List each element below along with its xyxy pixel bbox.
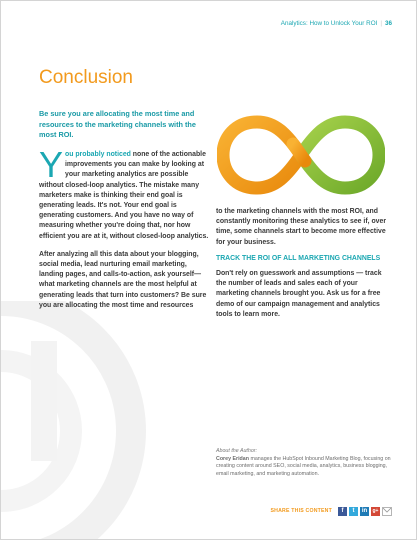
drop-cap: Y	[39, 144, 64, 185]
author-bio-text: manages the HubSpot Inbound Marketing Blog, focusing on creating content around SEO, social media, analytics, business blogging, email marketing, and marketing automation.	[216, 455, 391, 477]
page-number: 36	[384, 20, 392, 27]
section-heading: TRACK THE ROI OF ALL MARKETING CHANNELS	[216, 254, 381, 262]
author-name: Corey Eridan	[216, 455, 249, 462]
share-bar	[270, 506, 392, 516]
body-column-left	[39, 144, 209, 319]
infinity-graphic	[217, 114, 385, 196]
running-header	[281, 20, 392, 27]
section-subhead: Be sure you are allocating the most time and resources to the marketing channels with the most ROI.	[39, 109, 196, 139]
facebook-icon[interactable]: f	[338, 507, 347, 516]
header-title: Analytics: How to Unlock Your ROI	[280, 20, 378, 27]
author-bio	[216, 448, 391, 478]
share-label: SHARE THIS CONTENT	[270, 508, 332, 514]
intro-paragraph	[39, 144, 209, 242]
header-separator: |	[380, 20, 382, 27]
lead-phrase: ou probably noticed	[65, 151, 131, 158]
intro-text: none of the actionable improvements you can make by looking at your marketing analytics are possible without closed-loop analytics. The mistake many marketers make is thinking their end goal is generating leads. It's not. Your end goal is generating customers. And you have no way of measuring whether you're doing that, nor how efficient you are at it, without closed-loop analytics.	[39, 151, 209, 240]
page-title: Conclusion	[39, 67, 133, 88]
watermark-graphic	[0, 301, 161, 540]
google-plus-icon[interactable]: g+	[372, 508, 379, 514]
body-paragraph: After analyzing all this data about your blogging, social media, lead nurturing email marketing, landing pages, and calls-to-action, ask yourself—what marketing channels are the most helpful at generating leads that turn into customers? Be sure you are allocating the most time and resources	[39, 250, 207, 309]
body-paragraph-continued: to the marketing channels with the most ROI, and constantly monitoring these analytics to see if, over time, some channels start to become more effective for your business.	[216, 208, 387, 246]
body-column-right	[216, 207, 386, 326]
email-icon[interactable]	[382, 507, 392, 516]
author-description	[216, 456, 391, 479]
author-label: About the Author:	[216, 448, 258, 454]
linkedin-icon[interactable]: in	[361, 508, 368, 514]
body-paragraph-cta: Don't rely on guesswork and assumptions — track the number of leads and sales each of your marketing channels brought you. Ask us for a free demo of our campaign management and analytics tools to learn more.	[216, 270, 382, 318]
twitter-icon[interactable]: t	[349, 507, 358, 516]
